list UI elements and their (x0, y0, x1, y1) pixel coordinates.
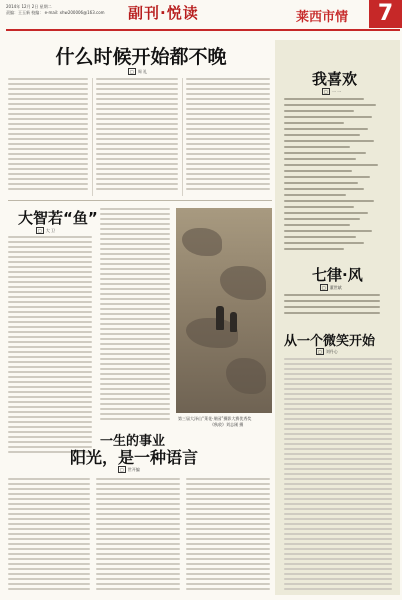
byline-qifeng: □ 董世斌 (322, 285, 342, 290)
sunshine-article-col2 (96, 478, 180, 594)
header-rule (6, 29, 400, 31)
photo-caption: 第三届大泽山“莱花·果园”摄影大赛优秀奖 (178, 416, 252, 421)
byline-like: □ 一 一 (324, 89, 342, 94)
article-title-qifeng: 七律·风 (312, 266, 363, 284)
qifeng-poem-text (284, 294, 384, 324)
byline-fish: □ 大 卫 (38, 228, 56, 233)
smile-article-text (284, 358, 392, 594)
sunshine-article-col3 (186, 478, 270, 594)
byline-sunshine: □ 世开编 (120, 467, 140, 472)
fish-article-text (8, 236, 92, 456)
photo-credit: 《秋收》刘志刚 摄 (210, 422, 244, 427)
main-article-col1 (8, 78, 88, 196)
article-title-fish: 大智若“鱼” (18, 209, 98, 227)
byline-main: □ 周 礼 (130, 69, 148, 74)
main-article-col3 (186, 78, 270, 196)
column-divider (182, 78, 183, 196)
like-poem-text (284, 98, 384, 258)
issue-date: 2014年 12月 2日 星期二 (6, 4, 52, 9)
article-title-sunshine: 阳光，是一种语言 (70, 448, 199, 467)
photo-autumn-harvest (176, 208, 272, 413)
newspaper-brand: 莱西市情 (296, 10, 349, 25)
article-title-main: 什么时候开始都不晚 (55, 46, 227, 68)
article-title-like: 我喜欢 (312, 70, 358, 88)
editor-line (6, 10, 105, 15)
section-masthead: 副刊·悦读 (128, 4, 199, 22)
main-article-col2 (96, 78, 178, 196)
column-divider (92, 78, 93, 196)
editor-label: 责编：王玉新 校编： (6, 10, 44, 15)
editor-email: e-mail: xhw200006@163.com (44, 10, 105, 15)
article-title-career: 一生的事业 (100, 434, 166, 449)
sunshine-article-col1 (8, 478, 90, 594)
section-divider (8, 200, 272, 201)
article-title-smile: 从一个微笑开始 (284, 334, 376, 349)
page-number: 7 (369, 0, 402, 28)
byline-smile: □ 刘丹心 (318, 349, 338, 354)
career-article-text (100, 208, 170, 426)
